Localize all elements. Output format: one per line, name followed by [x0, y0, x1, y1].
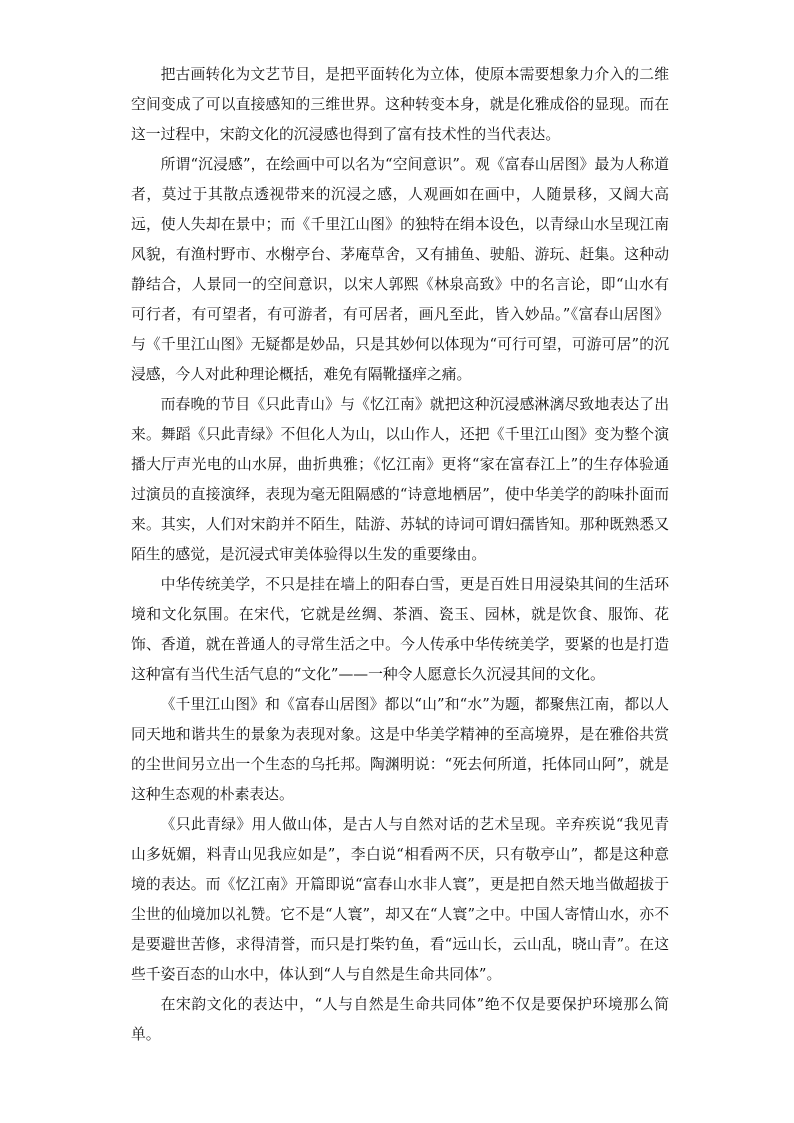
paragraph-4: 中华传统美学，不只是挂在墙上的阳春白雪，更是百姓日用浸染其间的生活环境和文化氛围。在宋代，它就是丝绸、茶酒、瓷玉、园林，就是饮食、服饰、花饰、香道，就在普通人的寻常生活之中。今人传承中华传统美学，要紧的也是打造这种富有当代生活气息的“文化”——一种令人愿意长久沉浸其间的文化。: [131, 576, 669, 683]
paragraph-5: 《千里江山图》和《富春山居图》都以“山”和“水”为题，都聚焦江南，都以人同天地和谐共生的景象为表现对象。这是中华美学精神的至高境界，是在雅俗共赏的尘世间另立出一个生态的乌托邦。陶渊明说：“死去何所道，托体同山阿”，就是这种生态观的朴素表达。: [131, 696, 669, 803]
document-body: [131, 60, 669, 1050]
paragraph-6: 《只此青绿》用人做山体，是古人与自然对话的艺术呈现。辛弃疾说“我见青山多妩媚，料青山见我应如是”，李白说“相看两不厌，只有敬亭山”，都是这种意境的表达。而《忆江南》开篇即说“富春山水非人寰”，更是把自然天地当做超拔于尘世的仙境加以礼赞。它不是“人寰”，却又在“人寰”之中。中国人寄情山水，亦不是要避世苦修，求得清誉，而只是打柴钓鱼，看“远山长，云山乱，晓山青”。在这些千姿百态的山水中，体认到“人与自然是生命共同体”。: [131, 816, 669, 983]
paragraph-3: 而春晚的节目《只此青山》与《忆江南》就把这种沉浸感淋漓尽致地表达了出来。舞蹈《只此青绿》不但化人为山，以山作人，还把《千里江山图》变为整个演播大厅声光电的山水屏，曲折典雅；《忆江南》更将“家在富春江上”的生存体验通过演员的直接演绎，表现为毫无阻隔感的“诗意地栖居”，使中华美学的韵味扑面而来。其实，人们对宋韵并不陌生，陆游、苏轼的诗词可谓妇孺皆知。那种既熟悉又陌生的感觉，是沉浸式审美体验得以生发的重要缘由。: [131, 396, 669, 563]
paragraph-1: 把古画转化为文艺节目，是把平面转化为立体，使原本需要想象力介入的二维空间变成了可以直接感知的三维世界。这种转变本身，就是化雅成俗的显现。而在这一过程中，宋韵文化的沉浸感也得到了富有技术性的当代表达。: [131, 66, 669, 143]
paragraph-7: 在宋韵文化的表达中，“人与自然是生命共同体”绝不仅是要保护环境那么简单。: [131, 996, 669, 1043]
paragraph-2: 所谓“沉浸感”，在绘画中可以名为“空间意识”。观《富春山居图》最为人称道者，莫过于其散点透视带来的沉浸之感，人观画如在画中，人随景移，又阔大高远，使人失却在景中；而《千里江山图》的独特在绢本设色，以青绿山水呈现江南风貌，有渔村野市、水榭亭台、茅庵草舍，又有捕鱼、驶船、游玩、赶集。这种动静结合，人景同一的空间意识，以宋人郭熙《林泉高致》中的名言论，即“山水有可行者，有可望者，有可游者，有可居者，画凡至此，皆入妙品。”《富春山居图》与《千里江山图》无疑都是妙品，只是其妙何以体现为“可行可望，可游可居”的沉浸感，今人对此种理论概括，难免有隔靴搔痒之痛。: [131, 156, 669, 383]
